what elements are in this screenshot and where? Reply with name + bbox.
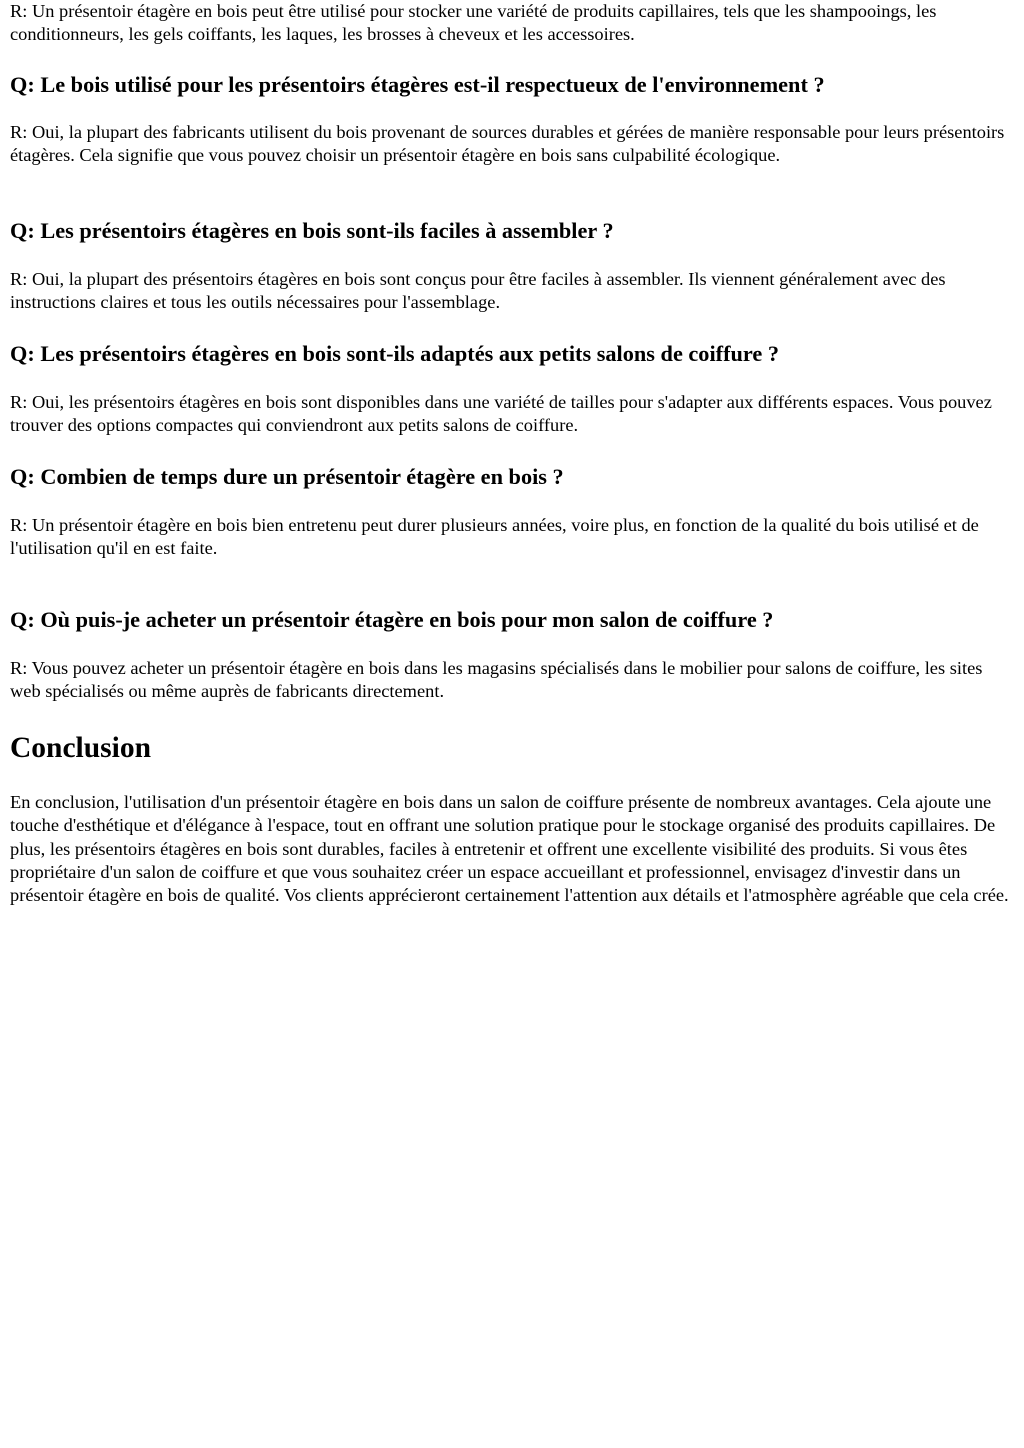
conclusion-paragraph: En conclusion, l'utilisation d'un présentoir étagère en bois dans un salon de coiffure présente de nombreux avantages. Cela ajoute une touche d'esthétique et d'élégance à l'espace, tout en offrant une solution pratique pour le stockage organisé des produits capillaires. De plus, les présentoirs étagères en bois sont durables, faciles à entretenir et offrent une excellente visibilité des produits. Si vous êtes propriétaire d'un salon de coiffure et que vous souhaitez créer un espace accueillant et professionnel, envisagez d'investir dans un présentoir étagère en bois de qualité. Vos clients apprécieront certainement l'attention aux détails et l'atmosphère agréable que cela crée. [10, 792, 1009, 906]
faq-answer-3: R: Oui, la plupart des présentoirs étagères en bois sont conçus pour être faciles à assembler. Ils viennent généralement avec des instructions claires et tous les outils nécessaires pour l'assemblage. [10, 269, 946, 313]
faq-question-4: Q: Les présentoirs étagères en bois sont-ils adaptés aux petits salons de coiffure ? [10, 341, 780, 366]
faq-question-5: Q: Combien de temps dure un présentoir étagère en bois ? [10, 464, 564, 489]
conclusion-heading: Conclusion [10, 732, 151, 764]
faq-question-3: Q: Les présentoirs étagères en bois sont-ils faciles à assembler ? [10, 218, 614, 243]
faq-question-2: Q: Le bois utilisé pour les présentoirs étagères est-il respectueux de l'environnement ? [10, 72, 825, 97]
faq-answer-2: R: Oui, la plupart des fabricants utilisent du bois provenant de sources durables et gérées de manière responsable pour leurs présentoirs étagères. Cela signifie que vous pouvez choisir un présentoir étagère en bois sans culpabilité écologique. [10, 122, 1005, 166]
faq-answer-6: R: Vous pouvez acheter un présentoir étagère en bois dans les magasins spécialisés dans le mobilier pour salons de coiffure, les sites web spécialisés ou même auprès de fabricants directement. [10, 658, 983, 702]
faq-question-6: Q: Où puis-je acheter un présentoir étagère en bois pour mon salon de coiffure ? [10, 607, 774, 632]
faq-answer-1: R: Un présentoir étagère en bois peut être utilisé pour stocker une variété de produits capillaires, tels que les shampooings, les conditionneurs, les gels coiffants, les laques, les brosses à cheveux et les accessoires. [10, 1, 937, 45]
faq-answer-5: R: Un présentoir étagère en bois bien entretenu peut durer plusieurs années, voire plus, en fonction de la qualité du bois utilisé et de l'utilisation qu'il en est faite. [10, 515, 979, 559]
faq-answer-4: R: Oui, les présentoirs étagères en bois sont disponibles dans une variété de tailles pour s'adapter aux différents espaces. Vous pouvez trouver des options compactes qui conviendront aux petits salons de coiffure. [10, 392, 992, 436]
